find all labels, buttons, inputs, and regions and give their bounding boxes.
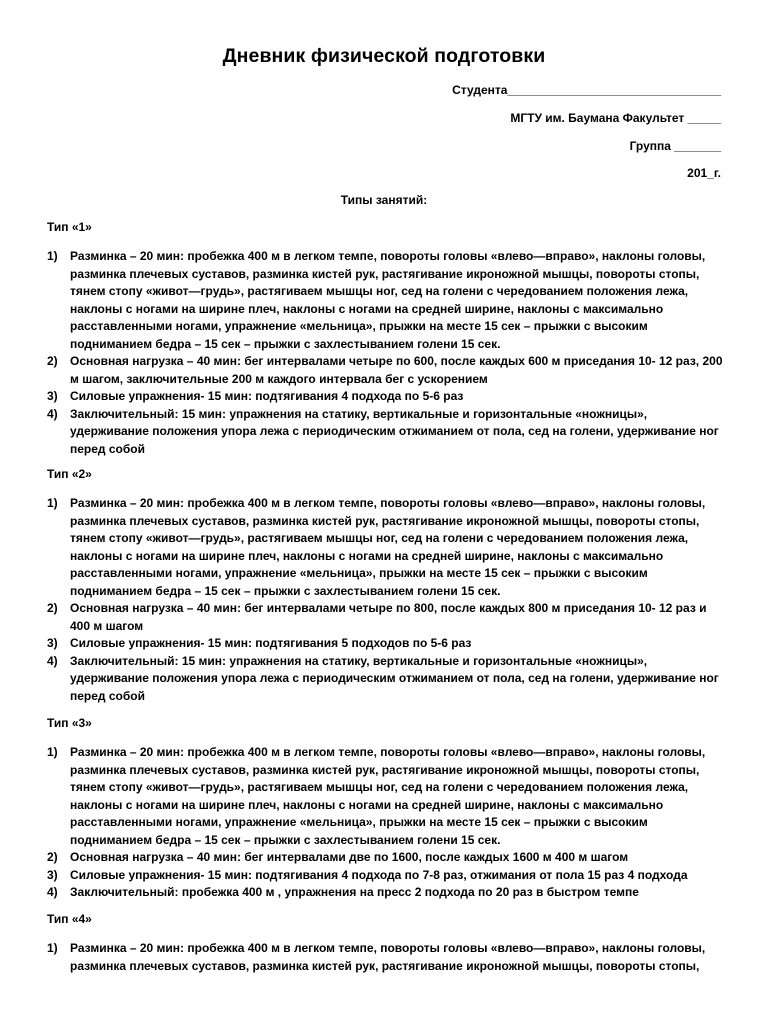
document-title: Дневник физической подготовки [222, 45, 546, 67]
item-text: Разминка – 20 мин: пробежка 400 м в легком темпе, повороты головы «влево—вправо», наклоны головы, разминка плечевых суставов, разминка кистей рук, растягивание икроножной мышцы, повороты стопы, тянем стопу «живот—грудь», растягиваем мышцы ног, сед на голени с чередованием положения лежа, наклоны с ногами на ширине плеч, наклоны с ногами на средней ширине, наклоны с максимально расставленными ногами, упражнение «мельница», прыжки на месте 15 сек – прыжки с высоким подниманием бедра – 15 сек – прыжки с захлестыванием голени 15 сек. [70, 745, 706, 847]
item-number: 2) [47, 354, 58, 368]
type-label: Тип «2» [47, 467, 92, 481]
item-text: Разминка – 20 мин: пробежка 400 м в легком темпе, повороты головы «влево—вправо», наклоны головы, разминка плечевых суставов, разминка кистей рук, растягивание икроножной мышцы, повороты стопы, тянем стопу «живот—грудь», растягиваем мышцы ног, сед на голени с чередованием положения лежа, наклоны с ногами на ширине плеч, наклоны с ногами на средней ширине, наклоны с максимально расставленными ногами, упражнение «мельница», прыжки на месте 15 сек – прыжки с высоким подниманием бедра – 15 сек – прыжки с захлестыванием голени 15 сек. [70, 249, 706, 351]
list-item [47, 867, 727, 885]
list-item [47, 388, 727, 406]
exercise-list [47, 495, 727, 705]
training-type-3 [47, 714, 727, 902]
item-number: 2) [47, 850, 58, 864]
list-item [47, 495, 727, 600]
exercise-list [47, 940, 727, 975]
item-text: Заключительный: пробежка 400 м , упражнения на пресс 2 подхода по 20 раз в быстром темпе [70, 885, 639, 899]
list-item [47, 940, 727, 975]
training-type-2 [47, 465, 727, 705]
types-heading: Типы занятий: [340, 193, 428, 207]
list-item [47, 884, 727, 902]
item-number: 4) [47, 885, 58, 899]
item-text: Заключительный: 15 мин: упражнения на статику, вертикальные и горизонтальные «ножницы», удерживание положения упора лежа с периодическим отжиманием от пола, сед на голени, удерживание ног перед собой [70, 653, 719, 703]
item-number: 3) [47, 636, 58, 650]
item-number: 1) [47, 496, 58, 510]
list-item [47, 653, 727, 706]
type-label: Тип «1» [47, 220, 92, 234]
item-text: Силовые упражнения- 15 мин: подтягивания 4 подхода по 7-8 раз, отжимания от пола 15 раз 4 подхода [70, 867, 688, 882]
item-text: Разминка – 20 мин: пробежка 400 м в легком темпе, повороты головы «влево—вправо», наклоны головы, разминка плечевых суставов, разминка кистей рук, растягивание икроножной мышцы, повороты стопы, тянем стопу «живот—грудь», растягиваем мышцы ног, сед на голени с чередованием положения лежа, наклоны с ногами на ширине плеч, наклоны с ногами на средней ширине, наклоны с максимально расставленными ногами, упражнение «мельница», прыжки на месте 15 сек – прыжки с высоким подниманием бедра – 15 сек – прыжки с захлестыванием голени 15 сек. [70, 496, 706, 598]
exercise-list [47, 248, 727, 458]
list-item [47, 406, 727, 459]
training-type-4 [47, 910, 727, 975]
list-item [47, 635, 727, 653]
item-number: 2) [47, 601, 58, 615]
item-text: Основная нагрузка – 40 мин: бег интервалами четыре по 800, после каждых 800 м приседания 10- 12 раз и 400 м шагом [70, 601, 707, 633]
university-faculty-line: МГТУ им. Баумана Факультет _____ [510, 111, 721, 125]
item-text: Основная нагрузка – 40 мин: бег интервалами две по 1600, после каждых 1600 м 400 м шагом [70, 850, 629, 864]
item-text: Заключительный: 15 мин: упражнения на статику, вертикальные и горизонтальные «ножницы», удерживание положения упора лежа с периодическим отжиманием от пола, сед на голени, удерживание ног перед собой [70, 406, 719, 456]
list-item [47, 248, 727, 353]
exercise-list [47, 744, 727, 902]
list-item [47, 849, 727, 867]
item-number: 4) [47, 653, 58, 668]
list-item [47, 600, 727, 635]
item-number: 1) [47, 941, 58, 955]
item-text: Силовые упражнения- 15 мин: подтягивания 4 подхода по 5-6 раз [70, 389, 464, 403]
training-type-1 [47, 218, 727, 458]
item-number: 1) [47, 249, 58, 263]
item-number: 4) [47, 406, 58, 421]
type-label: Тип «3» [47, 716, 92, 730]
list-item [47, 353, 727, 388]
item-number: 3) [47, 867, 58, 882]
student-line: Студента________________________________ [452, 83, 721, 97]
item-number: 3) [47, 389, 58, 403]
item-text: Основная нагрузка – 40 мин: бег интервалами четыре по 600, после каждых 600 м приседания 10- 12 раз, 200 м шагом, заключительные 200 м каждого интервала бег с ускорением [70, 354, 723, 386]
group-line: Группа _______ [629, 139, 721, 153]
item-text: Силовые упражнения- 15 мин: подтягивания 5 подходов по 5-6 раз [70, 636, 472, 650]
list-item [47, 744, 727, 849]
year-line: 201_г. [687, 166, 721, 180]
item-text: Разминка – 20 мин: пробежка 400 м в легком темпе, повороты головы «влево—вправо», наклоны головы, разминка плечевых суставов, разминка кистей рук, растягивание икроножной мышцы, повороты стопы, [70, 941, 706, 973]
item-number: 1) [47, 745, 58, 759]
type-label: Тип «4» [47, 912, 92, 926]
